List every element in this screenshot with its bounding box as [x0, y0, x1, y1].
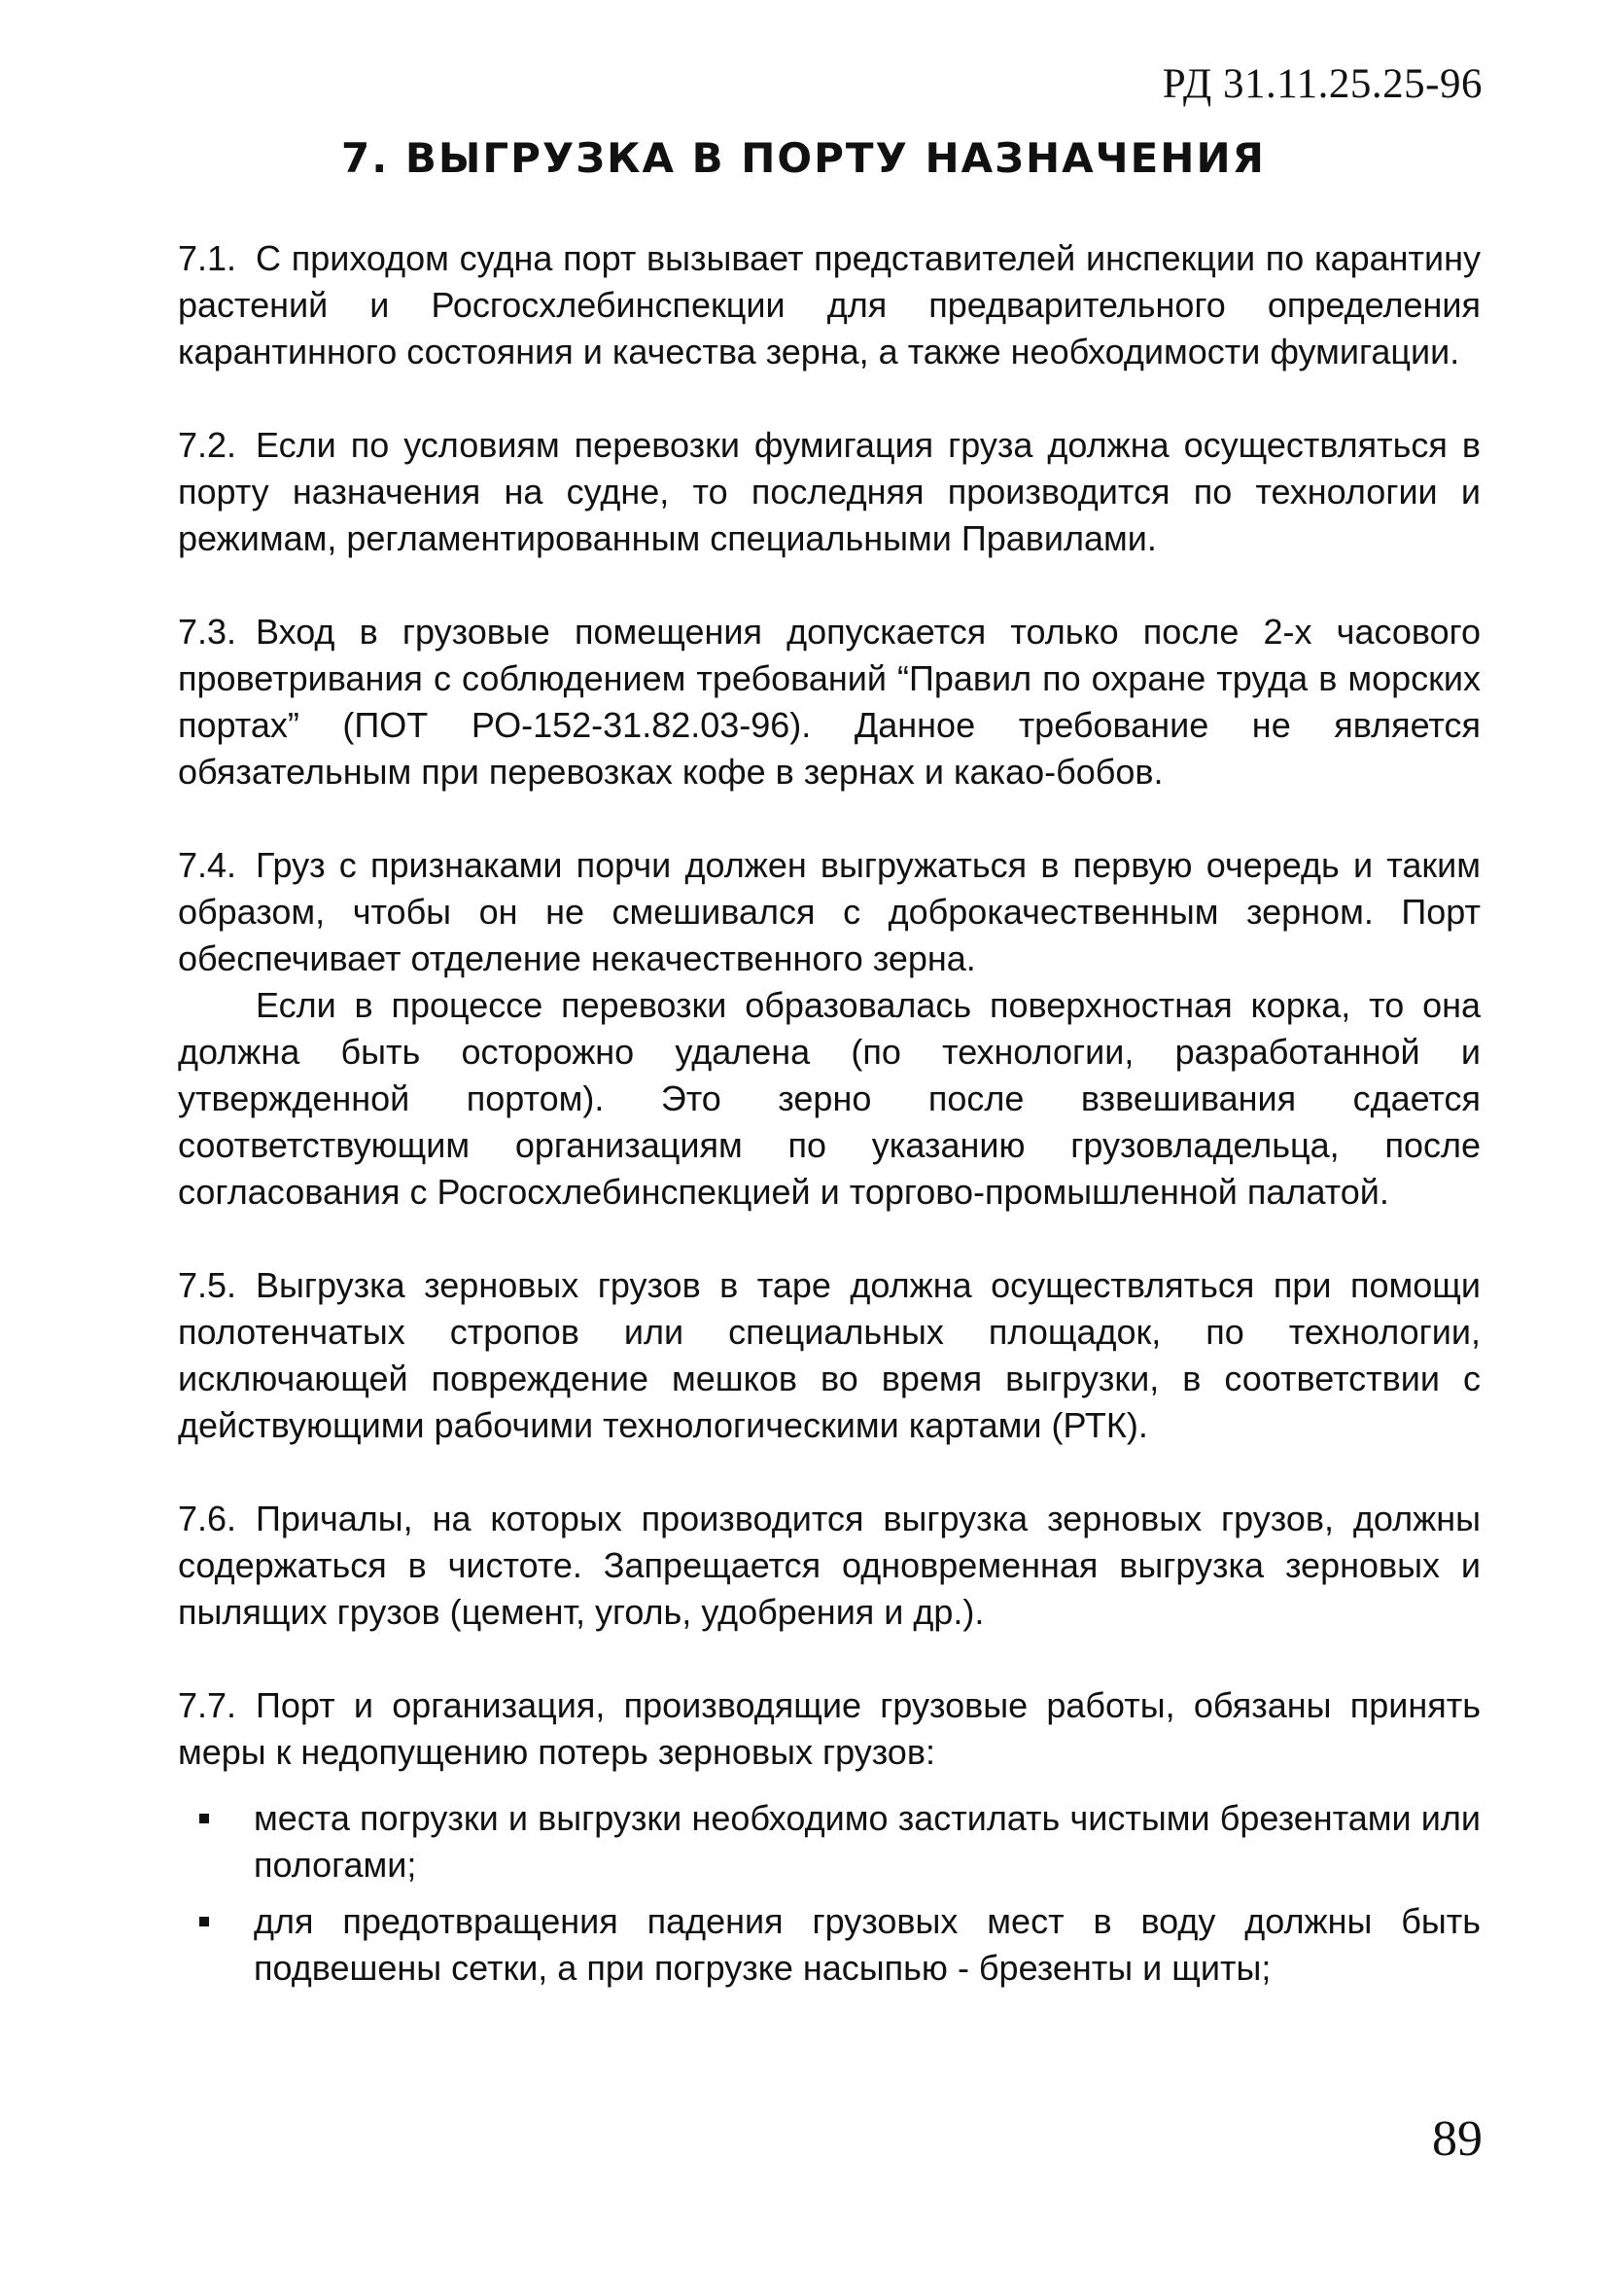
paragraph-7-4-continued: Если в процессе перевозки образовалась поверхностная корка, то она должна быть осторожно удалена (по технологии, разработанной и утвержденной портом). Это зерно после взвешивания сдается соответствующим организациям по указанию грузовладельца, после согласования с Росгосхлебинспекцией и торгово-промышленной палатой. — [178, 985, 1481, 1212]
clause-text: Если по условиям перевозки фумигация груза должна осуществляться в порту назначения на судне, то последняя производится по технологии и режимам, регламентированным специальными Правилами. — [178, 425, 1481, 558]
list-item-text: места погрузки и выгрузки необходимо застилать чистыми брезентами или пологами; — [254, 1798, 1481, 1885]
paragraph-7-2 — [178, 422, 1481, 562]
clause-text: Вход в грузовые помещения допускается только после 2-х часового проветривания с соблюдением требований “Правил по охране труда в морских портах” (ПОТ РО-152-31.82.03-96). Данное требование не является обязательным при перевозках кофе в зернах и какао-бобов. — [178, 612, 1481, 792]
square-bullet-icon — [199, 1814, 209, 1823]
paragraph-7-6 — [178, 1496, 1481, 1636]
clause-number: 7.3. — [178, 612, 237, 652]
list-item — [178, 1898, 1481, 1992]
clause-text: Порт и организация, производящие грузовые работы, обязаны принять меры к недопущению потерь зерновых грузов: — [178, 1685, 1481, 1772]
bullet-list — [178, 1795, 1481, 1992]
clause-text: С приходом судна порт вызывает представителей инспекции по карантину растений и Росгосхлебинспекции для предварительного определения карантинного состояния и качества зерна, а также необходимости фумигации. — [178, 238, 1481, 371]
clause-number: 7.5. — [178, 1265, 237, 1305]
clause-text: Причалы, на которых производится выгрузка зерновых грузов, должны содержаться в чистоте. Запрещается одновременная выгрузка зерновых и пылящих грузов (цемент, уголь, удобрения и др.). — [178, 1499, 1481, 1632]
section-heading: 7. ВЫГРУЗКА В ПОРТУ НАЗНАЧЕНИЯ — [341, 134, 1266, 182]
clause-number: 7.6. — [178, 1499, 237, 1538]
clause-number: 7.7. — [178, 1685, 237, 1725]
paragraph-7-4 — [178, 842, 1481, 982]
paragraph-7-3 — [178, 609, 1481, 795]
paragraph-7-5 — [178, 1262, 1481, 1449]
clause-text: Выгрузка зерновых грузов в таре должна осуществляться при помощи полотенчатых стропов или специальных площадок, по технологии, исключающей повреждение мешков во время выгрузки, в соответствии с действующими рабочими технологическими картами (РТК). — [178, 1265, 1481, 1445]
page-number: 89 — [1432, 2111, 1483, 2167]
square-bullet-icon — [199, 1917, 209, 1926]
clause-number: 7.1. — [178, 238, 237, 278]
list-item — [178, 1795, 1481, 1889]
document-body — [178, 235, 1481, 2001]
document-code: РД 31.11.25.25-96 — [1162, 61, 1483, 107]
clause-number: 7.4. — [178, 845, 237, 885]
clause-text: Груз с признаками порчи должен выгружаться в первую очередь и таким образом, чтобы он не смешивался с доброкачественным зерном. Порт обеспечивает отделение некачественного зерна. — [178, 845, 1481, 978]
paragraph-7-7 — [178, 1682, 1481, 1776]
clause-number: 7.2. — [178, 425, 237, 465]
list-item-text: для предотвращения падения грузовых мест в воду должны быть подвешены сетки, а при погрузке насыпью - брезенты и щиты; — [254, 1901, 1481, 1988]
paragraph-7-1 — [178, 235, 1481, 375]
